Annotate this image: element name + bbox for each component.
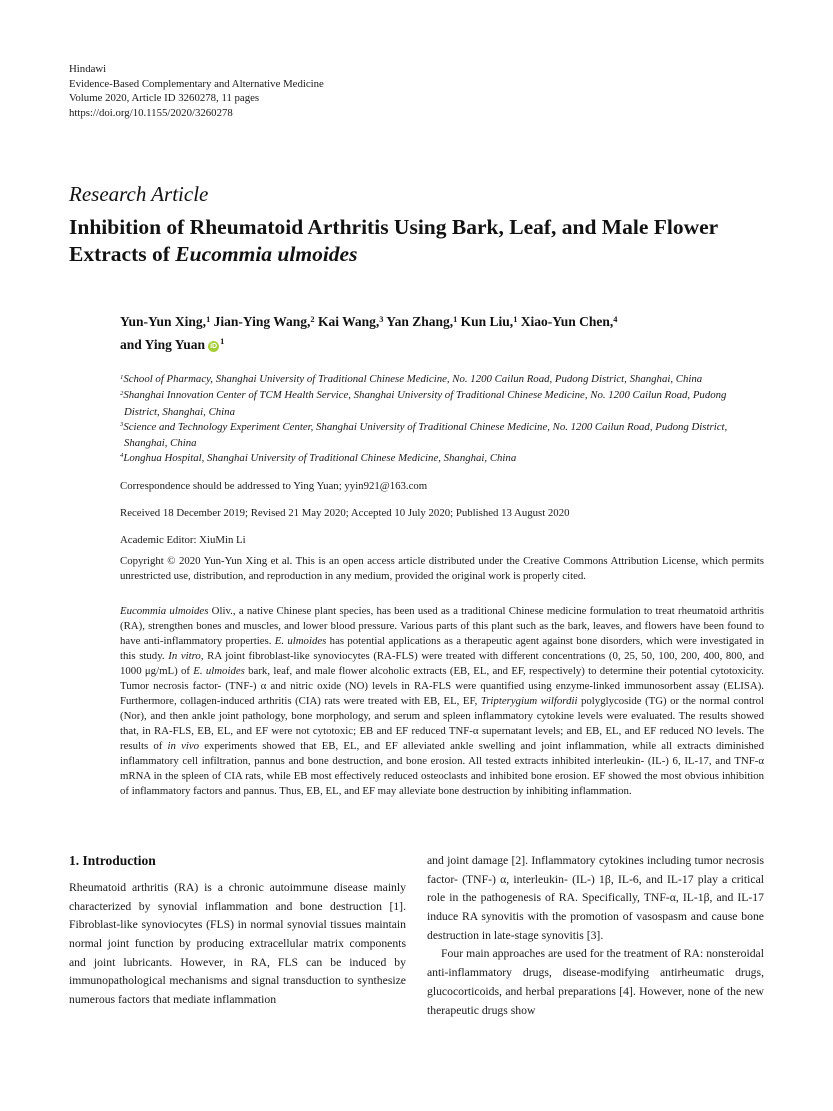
article-title: Inhibition of Rheumatoid Arthritis Using Bark, Leaf, and Male Flower Extracts of Eucommia ulmoides (69, 215, 718, 267)
column-right (427, 852, 764, 1020)
author-line-1: Yun-Yun Xing,$^1$ Jian-Ying Wang,$^2$ Kai Wang,$^3$ Yan Zhang,$^1$ Kun Liu,$^1$ Xiao-Yun Chen,$^4$ (120, 314, 618, 330)
author-affiliation-superscript: 1 (220, 337, 225, 347)
history-line: Received 18 December 2019; Revised 21 May 2020; Accepted 10 July 2020; Published 13 August 2020 (120, 506, 570, 519)
author-list (120, 312, 764, 357)
correspondence-line (120, 479, 764, 494)
abstract-paragraph: Eucommia ulmoides Oliv., a native Chinese plant species, has been used as a traditional Chinese medicine formulation to treat rheumatoid arthritis (RA), strengthen bones and muscles, and lower blood pressure. Various parts of this plant such as the bark, leaves, and flowers have been found to have anti-inflammatory properties. E. ulmoides has potential applications as a therapeutic agent against bone disorders, which were investigated in this study. In vitro, RA joint fibroblast-like synoviocytes (RA-FLS) were treated with different concentrations (0, 25, 50, 100, 200, 400, 800, and 1000 μg/mL) of E. ulmoides bark, leaf, and male flower alcoholic extracts (EB, EL, and EF, respectively) to determine their potential cytotoxicity. Tumor necrosis factor- (TNF-) α and nitric oxide (NO) levels in RA-FLS were quantified using enzyme-linked immunosorbent assay (ELISA). Furthermore, collagen-induced arthritis (CIA) rats were treated with EB, EL, EF, Tripterygium wilfordii polyglycoside (TG) or the normal control (Nor), and then ankle joint pathology, bone morphology, and serum and spleen inflammatory cytokine levels were evaluated. The results showed that, in RA-FLS, EB, EL, and EF were not cytotoxic; EB and EF reduced TNF-α supernatant levels; and EB, EL, and EF reduced NO levels. The results of in vivo experiments showed that EB, EL, and EF alleviated ankle swelling and joint inflammation, while all extracts diminished inflammatory cell infiltration, pannus and bone destruction, and bone erosion. All tested extracts inhibited interleukin- (IL-) 6, IL-17, and TNF-α mRNA in the spleen of CIA rats, while EB most effectively reduced osteoclasts and inhibited bone erosion. EF showed the most obvious inhibition of inflammatory factors and pannus. Thus, EB, EL, and EF may alleviate bone destruction by inhibiting inflammation. (120, 604, 765, 797)
journal-name: Evidence-Based Complementary and Alternative Medicine (69, 77, 324, 90)
affiliation-list (120, 372, 740, 467)
doi-link[interactable]: https://doi.org/10.1155/2020/3260278 (69, 106, 233, 119)
affiliation-3: $^3$Science and Technology Experiment Center, Shanghai University of Traditional Chinese Medicine, No. 1200 Cailun Road, Pudong District, Shanghai, China (120, 420, 728, 449)
introduction-paragraph-right-1: and joint damage [2]. Inflammatory cytokines including tumor necrosis factor- (TNF-) α, interleukin- (IL-) 1β, IL-6, and IL-17 play a critical role in the pathogenesis of RA. Specifically, TNF-α, IL-1β, and IL-17 induce RA synovitis with the promotion of vasospasm and cause bone destruction in late-stage synovitis [3]. (427, 853, 764, 942)
article-type-label: Research Article (69, 182, 209, 207)
correspondence-email[interactable]: yyin921@163.com (344, 479, 428, 492)
affiliation-4: $^4$Longhua Hospital, Shanghai University of Traditional Chinese Medicine, Shanghai, China (120, 451, 517, 464)
affiliation-1: $^1$School of Pharmacy, Shanghai University of Traditional Chinese Medicine, No. 1200 Cailun Road, Pudong District, Shanghai, China (120, 373, 703, 386)
volume-info: Volume 2020, Article ID 3260278, 11 pages (69, 92, 260, 105)
column-left (69, 852, 406, 1020)
academic-editor-line: Academic Editor: XiuMin Li (120, 533, 246, 546)
journal-header (69, 62, 764, 120)
section-heading-introduction: 1. Introduction (69, 852, 156, 868)
introduction-paragraph-right-2: Four main approaches are used for the treatment of RA: nonsteroidal anti-inflammatory drugs, disease-modifying antirheumatic drugs, glucocorticoids, and herbal preparations [4]. However, none of the new therapeutic drugs show (427, 947, 764, 1017)
body-columns (69, 852, 764, 1020)
correspondence-text: Correspondence should be addressed to Ying Yuan; (120, 479, 345, 492)
orcid-icon[interactable]: iD (210, 342, 218, 350)
copyright-notice: Copyright © 2020 Yun-Yun Xing et al. This is an open access article distributed under the Creative Commons Attribution License, which permits unrestricted use, distribution, and reproduction in any medium, provided the original work is properly cited. (120, 554, 764, 582)
author-line-2 (120, 335, 764, 358)
introduction-paragraph-left: Rheumatoid arthritis (RA) is a chronic autoimmune disease mainly characterized by synovial inflammation and bone destruction [1]. Fibroblast-like synoviocytes (FLS) in normal synovial tissues maintain normal joint function by producing extracellular matrix components and joint lubricants. However, in RA, FLS can be induced by immunopathological mechanisms and signal transduction to synthesize numerous factors that mediate inflammation (69, 880, 406, 1007)
author-name: and Ying Yuan (120, 336, 206, 352)
publisher-name: Hindawi (69, 63, 107, 75)
affiliation-2: $^2$Shanghai Innovation Center of TCM Health Service, Shanghai University of Traditional Chinese Medicine, No. 1200 Cailun Road, Pudong District, Shanghai, China (120, 389, 727, 418)
